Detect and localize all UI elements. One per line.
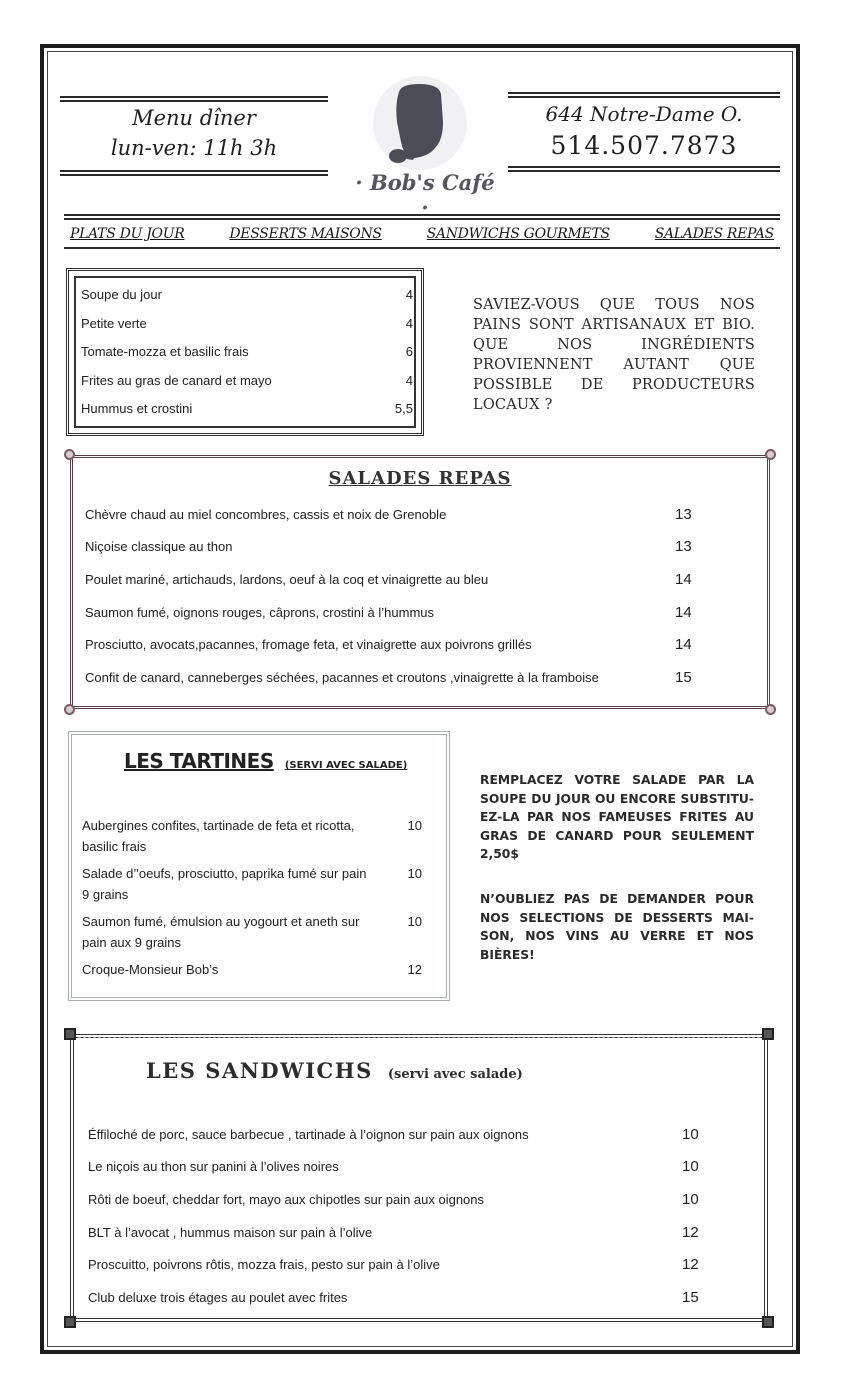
- item-name: Saumon fumé, émulsion au yogourt et aneth sur pain aux 9 grains: [82, 914, 360, 950]
- address: 644 Notre-Dame O.: [545, 102, 743, 126]
- nav-top-rule: [64, 214, 780, 220]
- list-item: [85, 661, 695, 694]
- item-name: Petite verte: [81, 315, 147, 331]
- list-item: [82, 863, 422, 905]
- tartines-title: LES TARTINES: [124, 749, 274, 773]
- list-item: [85, 596, 695, 629]
- item-name: BLT à l’avocat , hummus maison sur pain à l’olive: [88, 1224, 373, 1240]
- pipe-man-silhouette-icon: [385, 82, 455, 168]
- item-name: Club deluxe trois étages au poulet avec frites: [88, 1289, 348, 1305]
- item-price: 5,5: [394, 401, 413, 416]
- item-name: Salade d’’oeufs, prosciutto, paprika fumé sur pain 9 grains: [82, 866, 367, 902]
- hours-block: [60, 104, 328, 162]
- item-price: 10: [407, 866, 422, 881]
- item-price: 4: [405, 287, 413, 302]
- phone-number: 514.507.7873: [550, 131, 738, 160]
- item-price: 10: [682, 1158, 699, 1176]
- item-price: 6: [405, 344, 413, 359]
- opening-hours: lun-ven: 11h 3h: [110, 136, 278, 160]
- item-name: Le niçois au thon sur panini à l’olives noires: [88, 1159, 339, 1175]
- item-price: 14: [675, 636, 692, 654]
- nav-salades-repas[interactable]: SALADES REPAS: [654, 226, 774, 242]
- item-price: 10: [682, 1190, 699, 1208]
- salades-repas-box: [70, 455, 770, 709]
- salades-title: SALADES REPAS: [328, 468, 512, 489]
- list-item: [81, 287, 413, 316]
- sandwichs-title: LES SANDWICHS: [146, 1058, 373, 1083]
- list-item: [88, 1281, 702, 1314]
- tartines-list: [82, 815, 422, 986]
- sandwichs-list: [88, 1118, 702, 1314]
- corner-ornament-icon: [64, 1316, 76, 1328]
- item-price: 10: [407, 914, 422, 929]
- item-price: 12: [407, 962, 422, 977]
- item-price: 14: [675, 603, 692, 621]
- list-item: [82, 959, 422, 980]
- substitution-note: REMPLACEZ VOTRE SALADE PAR LA SOUPE DU JOUR OU ENCORE SUBSTITU-EZ-LA PAR NOS FAMEUSES FRITES AU GRAS DE CANARD POUR SEULEMENT 2,50$: [480, 773, 754, 861]
- plats-list: [81, 287, 413, 430]
- item-name: Rôti de boeuf, cheddar fort, mayo aux chipotles sur pain aux oignons: [88, 1191, 485, 1207]
- header-right-bottom-rule: [508, 166, 780, 172]
- list-item: [82, 911, 422, 953]
- item-name: Éffiloché de porc, sauce barbecue , tartinade à l’oignon sur pain aux oignons: [88, 1126, 529, 1142]
- nav-bottom-rule: [64, 247, 780, 251]
- item-name: Prosciutto, avocats,pacannes, fromage feta, et vinaigrette aux poivrons grillés: [85, 637, 532, 653]
- sandwichs-box: [70, 1034, 768, 1322]
- sandwichs-subtitle: (servi avec salade): [387, 1067, 523, 1082]
- salades-list: [85, 498, 695, 694]
- list-item: [81, 401, 413, 430]
- item-price: 12: [682, 1223, 699, 1241]
- item-name: Soupe du jour: [81, 287, 162, 302]
- corner-ornament-icon: [64, 704, 75, 715]
- header-right-top-rule: [508, 92, 780, 98]
- item-price: 12: [682, 1256, 699, 1274]
- item-price: 4: [405, 372, 413, 388]
- tartines-box: [68, 731, 450, 1001]
- item-price: 4: [405, 315, 413, 331]
- corner-ornament-icon: [762, 1316, 774, 1328]
- item-name: Tomate-mozza et basilic frais: [81, 344, 249, 359]
- item-name: Proscuitto, poivrons rôtis, mozza frais, pesto sur pain à l’olive: [88, 1257, 440, 1273]
- item-name: Frites au gras de canard et mayo: [81, 372, 272, 388]
- plats-du-jour-box: [66, 268, 424, 436]
- logo: [350, 70, 500, 220]
- list-item: [85, 563, 695, 596]
- desserts-wine-note: N’OUBLIEZ PAS DE DEMANDER POUR NOS SELECTIONS DE DESSERTS MAI-SON, NOS VINS AU VERRE ET NOS BIÈRES!: [480, 892, 754, 962]
- list-item: [81, 344, 413, 373]
- header-left-bottom-rule: [60, 170, 328, 176]
- corner-ornament-icon: [762, 1028, 774, 1040]
- nav-desserts-maisons[interactable]: DESSERTS MAISONS: [229, 226, 382, 242]
- item-name: Confit de canard, canneberges séchées, pacannes et croutons ,vinaigrette à la framboise: [85, 669, 599, 685]
- cafe-name: · Bob's Café ·: [355, 170, 495, 220]
- item-name: Hummus et crostini: [81, 401, 193, 416]
- item-price: 10: [407, 818, 422, 833]
- list-item: [88, 1118, 702, 1151]
- contact-block: [508, 100, 780, 162]
- item-price: 15: [682, 1288, 699, 1306]
- item-name: Chèvre chaud au miel concombres, cassis et noix de Grenoble: [85, 506, 447, 522]
- header-left-top-rule: [60, 96, 328, 102]
- item-price: 13: [675, 538, 692, 556]
- list-item: [88, 1151, 702, 1184]
- corner-ornament-icon: [64, 1028, 76, 1040]
- item-name: Poulet mariné, artichauds, lardons, oeuf à la coq et vinaigrette au bleu: [85, 571, 489, 587]
- bread-info-note: SAVIEZ-VOUS QUE TOUS NOS PAINS SONT ARTISANAUX ET BIO. QUE NOS INGRÉDIENTS PROVIENNENT AUTANT QUE POSSIBLE DE PRODUCTEURS LOCAUX ?: [473, 297, 755, 413]
- list-item: [88, 1248, 702, 1281]
- list-item: [85, 498, 695, 531]
- item-name: Croque-Monsieur Bob’s: [82, 962, 219, 977]
- sandwichs-heading: [146, 1058, 523, 1083]
- list-item: [88, 1183, 702, 1216]
- tartines-heading: [124, 749, 407, 773]
- list-item: [81, 373, 413, 402]
- item-price: 10: [682, 1125, 699, 1143]
- nav-sandwichs-gourmets[interactable]: SANDWICHS GOURMETS: [426, 226, 610, 242]
- item-name: Niçoise classique au thon: [85, 539, 233, 555]
- corner-ornament-icon: [64, 449, 75, 460]
- tartines-subtitle: (SERVI AVEC SALADE): [284, 760, 408, 771]
- item-price: 15: [675, 668, 692, 686]
- corner-ornament-icon: [765, 704, 776, 715]
- item-price: 13: [675, 505, 692, 523]
- item-price: 14: [675, 570, 692, 588]
- item-name: Aubergines confites, tartinade de feta et ricotta, basilic frais: [82, 818, 355, 854]
- list-item: [88, 1216, 702, 1249]
- list-item: [81, 316, 413, 345]
- list-item: [85, 628, 695, 661]
- nav-plats-du-jour[interactable]: PLATS DU JOUR: [70, 226, 185, 242]
- list-item: [85, 531, 695, 564]
- list-item: [82, 815, 422, 857]
- corner-ornament-icon: [765, 449, 776, 460]
- menu-title: Menu dîner: [132, 106, 256, 130]
- item-name: Saumon fumé, oignons rouges, câprons, crostini à l’hummus: [85, 604, 435, 620]
